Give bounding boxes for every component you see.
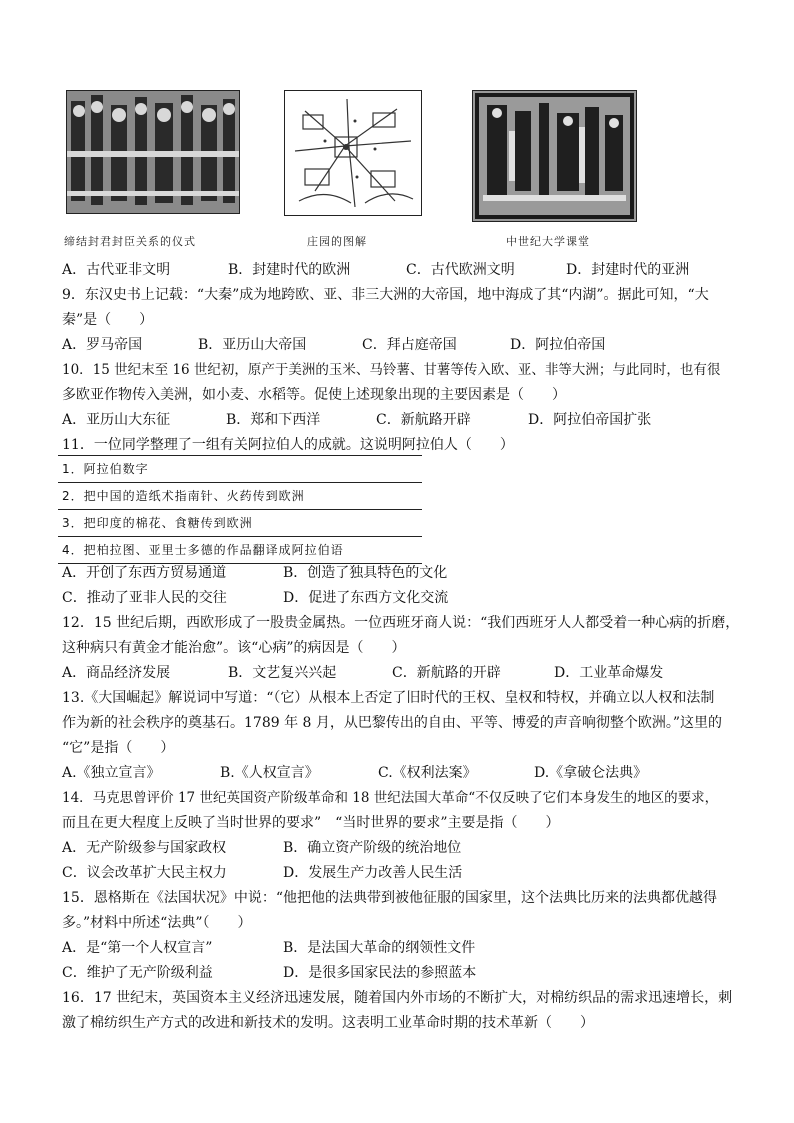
- q15-stem-line1: 15．恩格斯在《法国状况》中说：“他把他的法典带到被他征服的国家里，这个法典比历来的法典都优越得: [62, 890, 717, 906]
- q11-option-b: B．创造了独具特色的文化: [283, 565, 448, 581]
- table-row: 2．把中国的造纸术指南针、火药传到欧洲: [58, 482, 422, 509]
- q9-stem-line1: 9．东汉史书上记载：“大秦”成为地跨欧、亚、非三大洲的大帝国，地中海成了其“内湖”。据此可知，“大: [62, 287, 709, 303]
- q9-option-a: A．罗马帝国: [62, 337, 143, 353]
- q14-option-a: A．无产阶级参与国家政权: [62, 840, 227, 856]
- q9-option-b: B．亚历山大帝国: [198, 337, 307, 353]
- figure-caption-classroom: 中世纪大学课堂: [506, 235, 590, 248]
- q13-stem-line3: “它”是指（ ）: [62, 740, 175, 756]
- q10-option-b: B．郑和下西洋: [226, 412, 321, 428]
- q8-option-c: C．古代欧洲文明: [406, 262, 515, 278]
- figure-caption-manor: 庄园的图解: [307, 235, 367, 248]
- q10-stem-line2: 多欧亚作物传入美洲，如小麦、水稻等。促使上述现象出现的主要因素是（ ）: [62, 387, 566, 403]
- q15-option-b: B．是法国大革命的纲领性文件: [283, 940, 476, 956]
- q12-option-c: C．新航路的开辟: [392, 665, 501, 681]
- q14-stem-line1: 14．马克思曾评价 17 世纪英国资产阶级革命和 18 世纪法国大革命“不仅反映了它们本身发生的地区的要求，: [62, 790, 719, 806]
- q9-option-c: C．拜占庭帝国: [362, 337, 457, 353]
- medieval-classroom-image: [472, 90, 637, 222]
- q10-option-a: A．亚历山大东征: [62, 412, 171, 428]
- q8-option-b: B．封建时代的欧洲: [228, 262, 351, 278]
- q12-stem-line1: 12．15 世纪后期，西欧形成了一股贵金属热。一位西班牙商人说：“我们西班牙人人都受着一种心病的折磨，: [62, 615, 740, 631]
- figure-caption-ritual: 缔结封君封臣关系的仪式: [64, 235, 196, 248]
- q13-option-a: A.《独立宣言》: [62, 765, 161, 781]
- q11-option-d: D．促进了东西方文化交流: [283, 590, 449, 606]
- q13-option-d: D.《拿破仑法典》: [534, 765, 648, 781]
- q10-option-d: D．阿拉伯帝国扩张: [528, 412, 652, 428]
- q14-option-b: B．确立资产阶级的统治地位: [283, 840, 462, 856]
- q13-option-c: C.《权利法案》: [378, 765, 477, 781]
- ritual-relief-image: [66, 90, 240, 214]
- q14-stem-line2: 而且在更大程度上反映了当时世界的要求” “当时世界的要求”主要是指（ ）: [62, 815, 560, 831]
- q13-stem-line1: 13.《大国崛起》解说词中写道：“（它）从根本上否定了旧时代的王权、皇权和特权，并确立以人权和法制: [62, 690, 715, 706]
- q15-stem-line2: 多。”材料中所述“法典”（ ）: [62, 915, 252, 931]
- manor-diagram-image: [284, 90, 422, 216]
- q13-option-b: B.《人权宣言》: [220, 765, 319, 781]
- q8-option-a: A．古代亚非文明: [62, 262, 171, 278]
- q12-option-b: B．文艺复兴兴起: [228, 665, 337, 681]
- q11-achievements-table: [58, 455, 422, 564]
- q16-stem-line1: 16．17 世纪末，英国资本主义经济迅速发展，随着国内外市场的不断扩大，对棉纺织品的需求迅速增长，刺: [62, 990, 733, 1006]
- table-row: 4．把柏拉图、亚里士多德的作品翻译成阿拉伯语: [58, 536, 422, 564]
- q9-stem-line2: 秦”是（ ）: [62, 312, 154, 328]
- q12-option-a: A．商品经济发展: [62, 665, 171, 681]
- table-row: 1．阿拉伯数字: [58, 455, 422, 482]
- q12-stem-line2: 这种病只有黄金才能治愈”。该“心病”的病因是（ ）: [62, 640, 406, 656]
- figures-row: [0, 90, 794, 225]
- q11-option-c: C．推动了亚非人民的交往: [62, 590, 227, 606]
- q15-option-d: D．是很多国家民法的参照蓝本: [283, 965, 477, 981]
- q10-option-c: C．新航路开辟: [376, 412, 471, 428]
- q11-stem: 11．一位同学整理了一组有关阿拉伯人的成就。这说明阿拉伯人（ ）: [62, 437, 514, 453]
- q8-option-d: D．封建时代的亚洲: [566, 262, 690, 278]
- q13-stem-line2: 作为新的社会秩序的奠基石。1789 年 8 月，从巴黎传出的自由、平等、博爱的声音响彻整个欧洲。”这里的: [62, 715, 723, 731]
- q16-stem-line2: 激了棉纺织生产方式的改进和新技术的发明。这表明工业革命时期的技术革新（ ）: [62, 1015, 594, 1031]
- q14-option-d: D．发展生产力改善人民生活: [283, 865, 463, 881]
- q12-option-d: D．工业革命爆发: [554, 665, 664, 681]
- q15-option-a: A．是“第一个人权宣言”: [62, 940, 213, 956]
- q9-option-d: D．阿拉伯帝国: [510, 337, 606, 353]
- q14-option-c: C．议会改革扩大民主权力: [62, 865, 227, 881]
- table-row: 3．把印度的棉花、食糖传到欧洲: [58, 509, 422, 536]
- q11-option-a: A．开创了东西方贸易通道: [62, 565, 227, 581]
- q15-option-c: C．维护了无产阶级利益: [62, 965, 213, 981]
- q10-stem-line1: 10．15 世纪末至 16 世纪初，原产于美洲的玉米、马铃薯、甘薯等传入欧、亚、非等大洲；与此同时，也有很: [62, 362, 721, 378]
